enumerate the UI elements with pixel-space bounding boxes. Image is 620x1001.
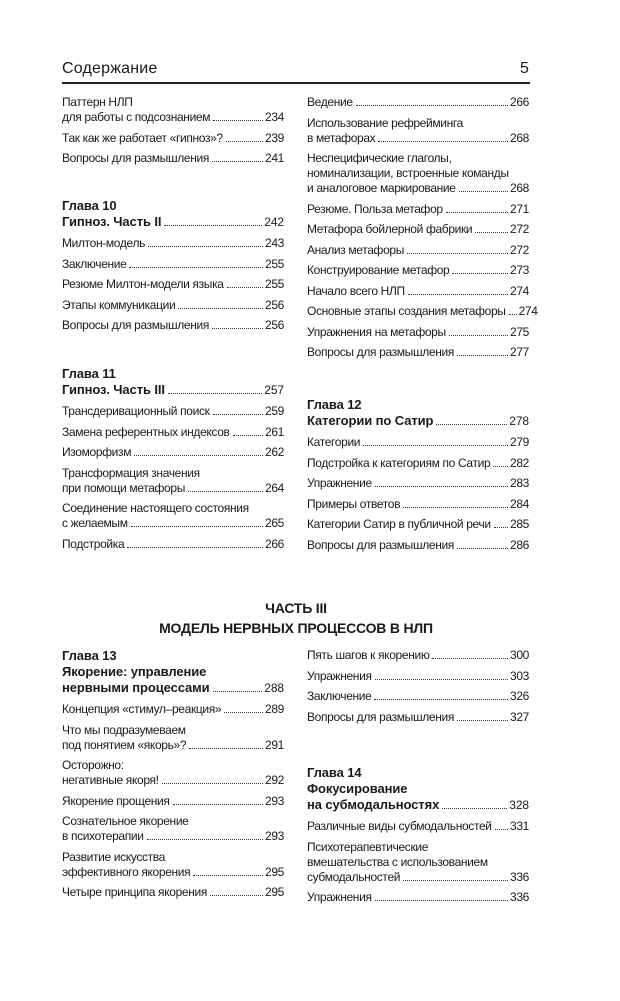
dot-leader	[374, 699, 508, 700]
entry-last-line	[307, 263, 529, 278]
toc-entry[interactable]	[307, 263, 529, 278]
entry-title-line: при помощи метафоры	[62, 480, 185, 495]
toc-entry[interactable]	[307, 325, 529, 340]
dot-leader	[375, 900, 508, 901]
entry-last-line	[62, 537, 284, 552]
page-ref: 295	[265, 885, 284, 899]
dot-leader	[494, 527, 508, 528]
entry-title-line: Концепция «стимул–реакция»	[62, 702, 222, 716]
entry-last-line	[307, 648, 529, 663]
page-ref: 264	[265, 480, 284, 495]
chapter-last-line	[62, 680, 284, 696]
dot-leader	[233, 435, 263, 436]
dot-leader	[457, 720, 508, 721]
entry-title-line: номинализации, встроенные команды	[307, 166, 509, 180]
entry-last-line	[307, 435, 529, 450]
chapter-last-line	[62, 382, 284, 398]
page-ref: 259	[265, 404, 284, 418]
entry-title-line: Вопросы для размышления	[62, 318, 209, 332]
entry-title-line: Резюме. Польза метафор	[307, 201, 443, 216]
toc-block	[62, 366, 284, 557]
entry-title-line: Анализ метафоры	[307, 242, 405, 257]
page-ref: 234	[265, 110, 284, 124]
page-ref: 256	[265, 297, 284, 312]
toc-entry[interactable]	[307, 819, 529, 834]
dot-leader	[212, 328, 263, 329]
dot-leader	[189, 748, 263, 749]
dot-leader	[193, 875, 263, 876]
entry-last-line	[307, 476, 529, 491]
toc-entry[interactable]	[307, 304, 538, 319]
page-ref: 295	[265, 864, 284, 879]
dot-leader	[475, 232, 508, 233]
toc-block	[307, 648, 529, 730]
page-ref: 274	[518, 304, 538, 318]
entry-last-line	[307, 890, 529, 905]
entry-title-line: Сознательное якорение	[62, 814, 189, 828]
page-ref: 277	[510, 345, 529, 359]
entry-title-line: Вопросы для размышления	[307, 537, 454, 552]
dot-leader	[403, 507, 508, 508]
chapter-last-line	[307, 413, 529, 429]
dot-leader	[509, 314, 517, 315]
entry-title-line: субмодальностей	[307, 869, 401, 884]
page-ref: 336	[510, 890, 529, 904]
toc-entry[interactable]	[62, 318, 284, 333]
toc-entry[interactable]	[62, 236, 284, 251]
entry-title-line: негативные якоря!	[62, 773, 159, 787]
dot-leader	[148, 246, 263, 247]
page-ref: 285	[510, 517, 529, 531]
header-rule	[62, 82, 530, 84]
entry-title-line: Подстройка	[62, 536, 125, 551]
entry-title-line: Примеры ответов	[307, 496, 401, 511]
entry-title-line: Этапы коммуникации	[62, 297, 176, 312]
entry-last-line	[307, 710, 529, 725]
toc-entry[interactable]	[62, 445, 284, 460]
dot-leader	[212, 161, 263, 162]
toc-entry[interactable]	[307, 116, 529, 146]
chapter-heading[interactable]	[62, 366, 284, 398]
toc-entry[interactable]	[62, 298, 284, 313]
dot-leader	[375, 679, 508, 680]
toc-entry[interactable]	[307, 222, 529, 237]
entry-title-line: Основные этапы создания метафоры	[307, 304, 506, 318]
toc-entry[interactable]	[62, 501, 284, 531]
page-ref: 284	[510, 496, 529, 511]
entry-title-line: Психотерапевтические	[307, 839, 429, 854]
page-ref: 273	[510, 263, 529, 277]
chapter-line: Глава 11	[62, 366, 116, 381]
page-ref: 331	[510, 819, 529, 833]
toc-entry[interactable]	[307, 284, 529, 299]
toc-block	[62, 95, 284, 172]
page-ref: 272	[510, 222, 529, 236]
entry-last-line	[307, 243, 529, 258]
entry-title-line: вмешательства с использованием	[307, 854, 488, 869]
page-ref: 275	[510, 324, 529, 339]
dot-leader	[210, 895, 263, 896]
entry-title-line: и аналоговое маркирование	[307, 181, 456, 195]
toc-entry[interactable]	[62, 425, 284, 440]
dot-leader	[227, 287, 263, 288]
entry-last-line	[307, 819, 529, 834]
entry-title-line: в психотерапии	[62, 829, 144, 843]
entry-title-line: Категории Сатир в публичной речи	[307, 517, 491, 531]
part-title: МОДЕЛЬ НЕРВНЫХ ПРОЦЕССОВ В НЛП	[159, 620, 433, 636]
page-ref: 255	[265, 256, 284, 271]
toc-entry[interactable]	[307, 435, 529, 450]
page-ref: 271	[510, 201, 529, 216]
entry-title-line: Заключение	[307, 689, 372, 703]
page-ref: 326	[510, 689, 529, 703]
page-ref: 327	[510, 709, 529, 724]
dot-leader	[178, 308, 263, 309]
toc-entry[interactable]	[62, 257, 284, 272]
entry-title-line: Различные виды субмодальностей	[307, 819, 492, 833]
entry-title-line: Метафора бойлерной фабрики	[307, 222, 473, 236]
entry-last-line	[307, 669, 529, 684]
toc-entry[interactable]	[62, 723, 284, 753]
page-ref: 239	[265, 130, 284, 145]
toc-entry[interactable]	[307, 538, 529, 553]
toc-entry[interactable]	[307, 151, 529, 196]
page-ref: 266	[265, 536, 284, 551]
chapter-line: Фокусирование	[307, 781, 408, 796]
dot-leader	[226, 141, 263, 142]
entry-title-line: Категории	[307, 435, 361, 449]
part-label: ЧАСТЬ III	[265, 600, 327, 616]
page-ref: 293	[265, 829, 284, 843]
page-ref: 286	[510, 537, 529, 552]
dot-leader	[164, 225, 262, 226]
toc-entry[interactable]	[62, 131, 284, 146]
dot-leader	[457, 548, 508, 549]
dot-leader	[168, 393, 262, 394]
entry-title-line: Развитие искусства	[62, 849, 165, 864]
entry-title-line: Замена референтных индексов	[62, 424, 230, 439]
entry-last-line	[307, 689, 529, 704]
page-ref: 274	[510, 283, 529, 298]
entry-title-line: Резюме Милтон-модели языка	[62, 277, 224, 291]
entry-title-line: Заключение	[62, 256, 127, 271]
dot-leader	[173, 804, 263, 805]
page-ref: 291	[265, 737, 284, 752]
entry-title-line: Начало всего НЛП	[307, 283, 405, 298]
dot-leader	[224, 712, 263, 713]
entry-title-line: Упражнения	[307, 890, 372, 904]
toc-block	[307, 95, 538, 366]
dot-leader	[131, 526, 263, 527]
dot-leader	[127, 547, 263, 548]
page-ref: 293	[265, 793, 284, 808]
entry-title-line: Осторожно:	[62, 758, 124, 772]
entry-last-line	[62, 277, 284, 292]
toc-block	[62, 198, 284, 339]
toc-entry[interactable]	[307, 890, 529, 905]
dot-leader	[213, 120, 263, 121]
chapter-line: Якорение: управление	[62, 664, 207, 679]
entry-last-line	[307, 325, 529, 340]
dot-leader	[213, 414, 264, 415]
entry-last-line	[307, 517, 529, 532]
toc-entry[interactable]	[62, 758, 284, 788]
page-ref: 288	[264, 681, 284, 695]
toc-entry[interactable]	[307, 710, 529, 725]
dot-leader	[403, 880, 508, 881]
entry-title-line: Изоморфизм	[62, 445, 132, 459]
toc-entry[interactable]	[62, 404, 284, 419]
toc-entry[interactable]	[62, 794, 284, 809]
toc-entry[interactable]	[62, 277, 284, 292]
entry-last-line	[62, 151, 284, 166]
entry-title-line: Соединение настоящего состояния	[62, 501, 249, 515]
page-ref: 262	[265, 445, 284, 459]
toc-block	[62, 648, 284, 906]
toc-entry[interactable]	[62, 885, 284, 900]
entry-title-line: Так как же работает «гипноз»?	[62, 130, 223, 145]
entry-last-line	[307, 497, 529, 512]
entry-last-line	[62, 702, 284, 717]
dot-leader	[134, 455, 263, 456]
dot-leader	[162, 783, 263, 784]
entry-title-line: Неспецифические глаголы,	[307, 151, 452, 165]
page-ref: 256	[265, 318, 284, 332]
dot-leader	[147, 839, 263, 840]
dot-leader	[436, 424, 507, 425]
dot-leader	[457, 355, 508, 356]
dot-leader	[375, 486, 508, 487]
page-ref: 265	[265, 516, 284, 530]
entry-last-line	[62, 298, 284, 313]
entry-last-line	[62, 738, 284, 753]
toc-entry[interactable]	[307, 497, 529, 512]
page-ref: 282	[510, 455, 529, 470]
chapter-heading[interactable]	[307, 397, 529, 429]
toc-entry[interactable]	[307, 476, 529, 491]
entry-title-line: Четыре принципа якорения	[62, 885, 207, 899]
entry-last-line	[62, 794, 284, 809]
page-ref: 300	[510, 648, 529, 662]
entry-title-line: Паттерн НЛП	[62, 95, 133, 109]
page-ref: 266	[510, 95, 529, 109]
toc-entry[interactable]	[62, 537, 284, 552]
entry-last-line	[307, 131, 529, 146]
chapter-line: Глава 12	[307, 397, 362, 412]
toc-entry[interactable]	[307, 243, 529, 258]
entry-title-line: Милтон-модель	[62, 236, 146, 250]
entry-title-line: Что мы подразумеваем	[62, 722, 186, 737]
entry-last-line	[307, 304, 538, 319]
chapter-title: Категории по Сатир	[307, 413, 434, 428]
entry-title-line: Трансдеривационный поиск	[62, 404, 210, 418]
entry-last-line	[307, 95, 529, 110]
dot-leader	[363, 445, 508, 446]
entry-title-line: Якорение прощения	[62, 793, 170, 808]
page-ref: 268	[510, 181, 529, 195]
chapter-line: Глава 10	[62, 198, 117, 213]
toc-entry[interactable]	[307, 456, 529, 471]
toc-entry[interactable]	[62, 151, 284, 166]
dot-leader	[442, 808, 507, 809]
page-ref: 292	[265, 773, 284, 787]
entry-last-line	[62, 481, 284, 496]
dot-leader	[188, 491, 263, 492]
entry-last-line	[307, 870, 529, 885]
entry-title-line: Трансформация значения	[62, 465, 200, 480]
entry-last-line	[62, 110, 284, 125]
chapter-title: на субмодальностях	[307, 797, 440, 812]
toc-entry[interactable]	[307, 345, 529, 360]
dot-leader	[378, 141, 508, 142]
page-ref: 255	[265, 277, 284, 291]
entry-last-line	[307, 456, 529, 471]
toc-entry[interactable]	[62, 814, 284, 844]
page-number: 5	[520, 60, 529, 77]
entry-title-line: Вопросы для размышления	[62, 151, 209, 165]
entry-title-line: Подстройка к категориям по Сатир	[307, 455, 491, 470]
page-ref: 289	[265, 702, 284, 716]
dot-leader	[213, 691, 263, 692]
entry-last-line	[307, 181, 529, 196]
entry-last-line	[62, 236, 284, 251]
toc-block	[307, 397, 529, 558]
entry-title-line: Использование рефрейминга	[307, 115, 463, 130]
toc-entry[interactable]	[307, 669, 529, 684]
entry-last-line	[307, 538, 529, 553]
page-ref: 279	[510, 435, 529, 449]
dot-leader	[432, 658, 508, 659]
entry-last-line	[62, 318, 284, 333]
toc-entry[interactable]	[307, 648, 529, 663]
chapter-title: Гипноз. Часть II	[62, 214, 162, 229]
entry-title-line: эффективного якорения	[62, 864, 191, 879]
entry-last-line	[62, 829, 284, 844]
toc-entry[interactable]	[62, 95, 284, 125]
toc-entry[interactable]	[307, 689, 529, 704]
dot-leader	[356, 105, 508, 106]
entry-title-line: под понятием «якорь»?	[62, 737, 187, 752]
page-ref: 257	[264, 383, 284, 397]
chapter-last-line	[307, 797, 529, 813]
toc-entry[interactable]	[62, 850, 284, 880]
entry-last-line	[307, 345, 529, 360]
entry-last-line	[62, 404, 284, 419]
running-head-title: Содержание	[62, 60, 158, 77]
chapter-last-line	[62, 214, 284, 230]
entry-title-line: для работы с подсознанием	[62, 110, 211, 124]
entry-title-line: Вопросы для размышления	[307, 709, 454, 724]
dot-leader	[407, 253, 508, 254]
page-ref: 243	[265, 236, 284, 250]
page-ref: 278	[509, 414, 529, 428]
toc-entry[interactable]	[307, 202, 529, 217]
toc-entry[interactable]	[307, 840, 529, 885]
dot-leader	[495, 829, 508, 830]
toc-entry[interactable]	[307, 517, 529, 532]
entry-last-line	[62, 445, 284, 460]
page-ref: 261	[265, 424, 284, 439]
entry-last-line	[62, 131, 284, 146]
entry-title-line: в метафорах	[307, 130, 376, 145]
entry-title-line: Вопросы для размышления	[307, 345, 454, 359]
entry-last-line	[62, 425, 284, 440]
page-ref: 268	[510, 130, 529, 145]
toc-entry[interactable]	[62, 466, 284, 496]
page-ref: 336	[510, 869, 529, 884]
chapter-heading[interactable]	[307, 765, 529, 813]
toc-entry[interactable]	[62, 702, 284, 717]
dot-leader	[408, 294, 508, 295]
entry-title-line: Конструирование метафор	[307, 263, 450, 277]
page-ref: 242	[264, 215, 284, 229]
page-ref: 272	[510, 242, 529, 257]
page-ref: 328	[509, 798, 529, 812]
chapter-heading[interactable]	[62, 198, 284, 230]
dot-leader	[452, 273, 508, 274]
entry-title-line: Пять шагов к якорению	[307, 648, 430, 662]
chapter-title: Гипноз. Часть III	[62, 382, 165, 397]
entry-last-line	[62, 773, 284, 788]
chapter-title: нервными процессами	[62, 680, 210, 695]
entry-title-line: Упражнение	[307, 476, 372, 490]
page-ref: 303	[510, 668, 529, 683]
dot-leader	[449, 335, 508, 336]
entry-last-line	[62, 885, 284, 900]
dot-leader	[459, 191, 508, 192]
entry-last-line	[62, 516, 284, 531]
entry-last-line	[307, 222, 529, 237]
toc-block	[307, 765, 529, 911]
entry-title-line: Упражнения на метафоры	[307, 324, 446, 339]
entry-title-line: с желаемым	[62, 516, 128, 530]
entry-last-line	[307, 202, 529, 217]
chapter-line: Глава 13	[62, 648, 117, 663]
dot-leader	[129, 267, 263, 268]
dot-leader	[446, 212, 508, 213]
entry-last-line	[62, 257, 284, 272]
dot-leader	[493, 466, 508, 467]
page-ref: 241	[265, 151, 284, 165]
toc-entry[interactable]	[307, 95, 529, 110]
entry-last-line	[307, 284, 529, 299]
entry-title-line: Ведение	[307, 95, 353, 109]
entry-last-line	[62, 865, 284, 880]
chapter-heading[interactable]	[62, 648, 284, 696]
part-heading	[62, 598, 530, 638]
page-ref: 283	[510, 476, 529, 490]
entry-title-line: Упражнения	[307, 668, 372, 683]
chapter-line: Глава 14	[307, 765, 362, 780]
